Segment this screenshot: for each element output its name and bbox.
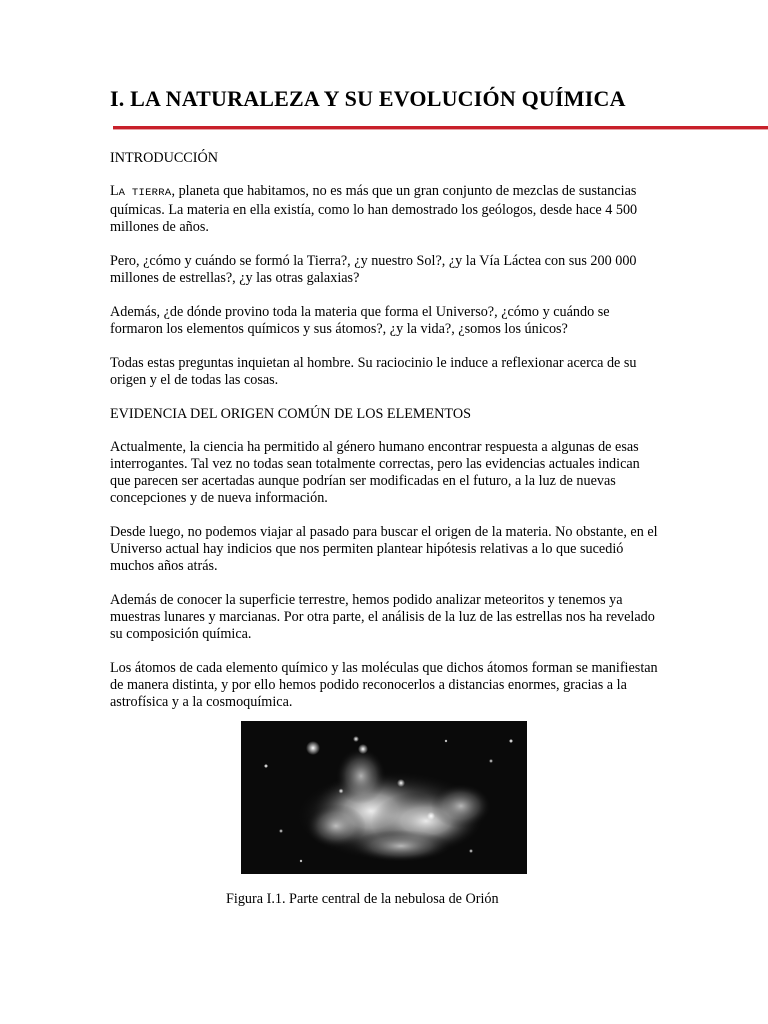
drop-initial: L bbox=[110, 183, 119, 199]
page-title: I. LA NATURALEZA Y SU EVOLUCIÓN QUÍMICA bbox=[110, 86, 626, 111]
paragraph-1 bbox=[110, 183, 662, 236]
small-caps-lead: A TIERRA bbox=[118, 187, 172, 199]
paragraph-2: Pero, ¿cómo y cuándo se formó la Tierra?, ¿y nuestro Sol?, ¿y la Vía Láctea con sus 200 000 millones de estrellas?, ¿y las otras galaxias? bbox=[110, 253, 637, 286]
paragraph-8: Los átomos de cada elemento químico y las moléculas que dichos átomos forman se manifiestan de manera distinta, y por ello hemos podido reconocerlos a distancias enormes, gracias a la astrofísica y a la cosmoquímica. bbox=[110, 660, 658, 710]
paragraph-1-text: , planeta que habitamos, no es más que un gran conjunto de mezclas de sustancias químicas. La materia en ella existía, como lo han demostrado los geólogos, desde hace 4 500 millones de años. bbox=[110, 183, 638, 235]
paragraph-6: Desde luego, no podemos viajar al pasado para buscar el origen de la materia. No obstante, en el Universo actual hay indicios que nos permiten plantear hipótesis relativas a lo que sucedió muchos años atrás. bbox=[110, 524, 658, 574]
section-heading-evidencia: EVIDENCIA DEL ORIGEN COMÚN DE LOS ELEMENTOS bbox=[110, 406, 471, 422]
paragraph-5: Actualmente, la ciencia ha permitido al género humano encontrar respuesta a algunas de esas interrogantes. Tal vez no todas sean totalmente correctas, pero las evidencias actuales indican que parecen ser acertadas aunque podrían ser modificadas en el futuro, a la luz de nuevas concepciones y de nueva información. bbox=[110, 439, 640, 506]
paragraph-7: Además de conocer la superficie terrestre, hemos podido analizar meteoritos y tenemos ya muestras lunares y marcianas. Por otra parte, el análisis de la luz de las estrellas nos ha revelado su composición química. bbox=[110, 592, 655, 642]
orion-nebula-image bbox=[241, 721, 527, 874]
paragraph-4: Todas estas preguntas inquietan al hombre. Su raciocinio le induce a reflexionar acerca de su origen y el de todas las cosas. bbox=[110, 355, 637, 388]
figure-caption: Figura I.1. Parte central de la nebulosa de Orión bbox=[226, 891, 499, 907]
document-body bbox=[110, 150, 662, 728]
title-rule-shadow bbox=[113, 129, 768, 130]
paragraph-3: Además, ¿de dónde provino toda la materia que forma el Universo?, ¿cómo y cuándo se formaron los elementos químicos y sus átomos?, ¿y la vida?, ¿somos los únicos? bbox=[110, 304, 610, 337]
section-heading-introduccion: INTRODUCCIÓN bbox=[110, 150, 218, 166]
